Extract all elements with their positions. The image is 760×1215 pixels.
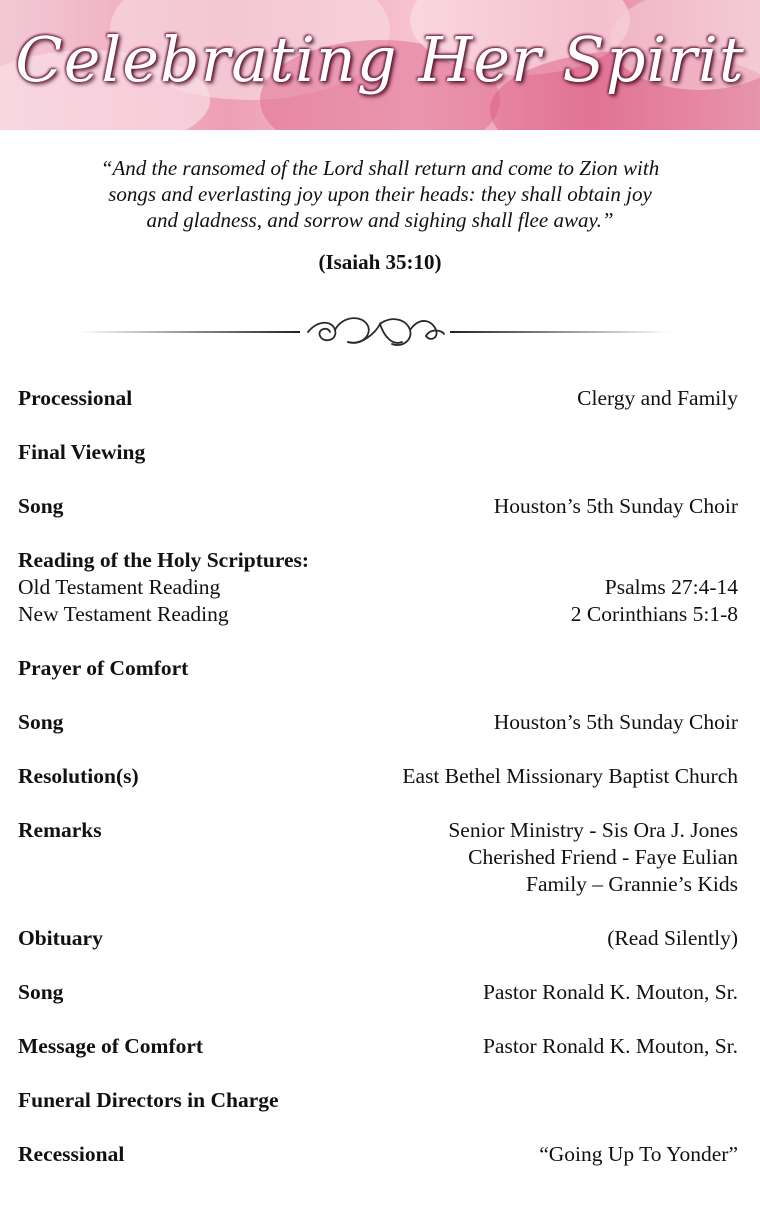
order-of-service xyxy=(18,385,738,1168)
program-item-value: “Going Up To Yonder” xyxy=(539,1142,738,1166)
program-item-label: Resolution(s) xyxy=(18,764,139,788)
program-row-old-testament xyxy=(18,574,738,601)
header-banner xyxy=(0,0,760,130)
scripture-quote xyxy=(40,155,720,233)
program-item-label: Funeral Directors in Charge xyxy=(18,1088,279,1112)
program-row-resolutions xyxy=(18,763,738,790)
flourish-divider-icon xyxy=(80,302,670,362)
quote-line: “And the ransomed of the Lord shall return and come to Zion with xyxy=(100,156,660,180)
program-row-obituary xyxy=(18,925,738,952)
program-item-value: Houston’s 5th Sunday Choir xyxy=(493,710,738,734)
program-item-value: Pastor Ronald K. Mouton, Sr. xyxy=(482,1034,738,1058)
program-row-new-testament xyxy=(18,601,738,628)
program-row-prayer xyxy=(18,655,738,682)
program-item-value: Pastor Ronald K. Mouton, Sr. xyxy=(482,980,738,1004)
program-item-label: Message of Comfort xyxy=(18,1034,204,1058)
program-item-value: Psalms 27:4-14 xyxy=(604,575,738,599)
program-item-label: Remarks xyxy=(18,818,102,842)
program-subitem-label: Old Testament Reading xyxy=(18,575,221,599)
remarks-speaker: Cherished Friend - Faye Eulian xyxy=(468,845,738,869)
program-item-value: Clergy and Family xyxy=(577,386,738,410)
program-item-label: Song xyxy=(18,710,64,734)
program-row-final-viewing xyxy=(18,439,738,466)
program-item-label: Prayer of Comfort xyxy=(18,656,189,680)
program-item-values xyxy=(448,817,738,898)
program-item-label: Song xyxy=(18,980,64,1004)
program-subitem-label: New Testament Reading xyxy=(18,602,229,626)
program-row-recessional xyxy=(18,1141,738,1168)
remarks-speaker: Senior Ministry - Sis Ora J. Jones xyxy=(448,818,738,842)
program-item-label: Reading of the Holy Scriptures: xyxy=(18,548,310,572)
program-item-label: Obituary xyxy=(18,926,103,950)
program-item-value: Houston’s 5th Sunday Choir xyxy=(493,494,738,518)
program-row-funeral-directors xyxy=(18,1087,738,1114)
program-item-label: Recessional xyxy=(18,1142,125,1166)
program-item-value: (Read Silently) xyxy=(607,926,738,950)
program-item-label: Song xyxy=(18,494,64,518)
program-item-label: Processional xyxy=(18,386,133,410)
program-row-song xyxy=(18,493,738,520)
remarks-speaker: Family – Grannie’s Kids xyxy=(526,872,738,896)
quote-line: and gladness, and sorrow and sighing shall flee away.” xyxy=(146,208,614,232)
program-item-label: Final Viewing xyxy=(18,440,146,464)
program-row-message xyxy=(18,1033,738,1060)
program-row-remarks xyxy=(18,817,738,898)
quote-line: songs and everlasting joy upon their heads: they shall obtain joy xyxy=(108,182,652,206)
program-item-value: 2 Corinthians 5:1-8 xyxy=(570,602,738,626)
scripture-reference: (Isaiah 35:10) xyxy=(318,250,442,274)
program-row-processional xyxy=(18,385,738,412)
program-row-song xyxy=(18,709,738,736)
banner-title: Celebrating Her Spirit xyxy=(15,23,745,96)
program-row-song xyxy=(18,979,738,1006)
program-row-scriptures xyxy=(18,547,738,574)
program-item-value: East Bethel Missionary Baptist Church xyxy=(402,764,738,788)
